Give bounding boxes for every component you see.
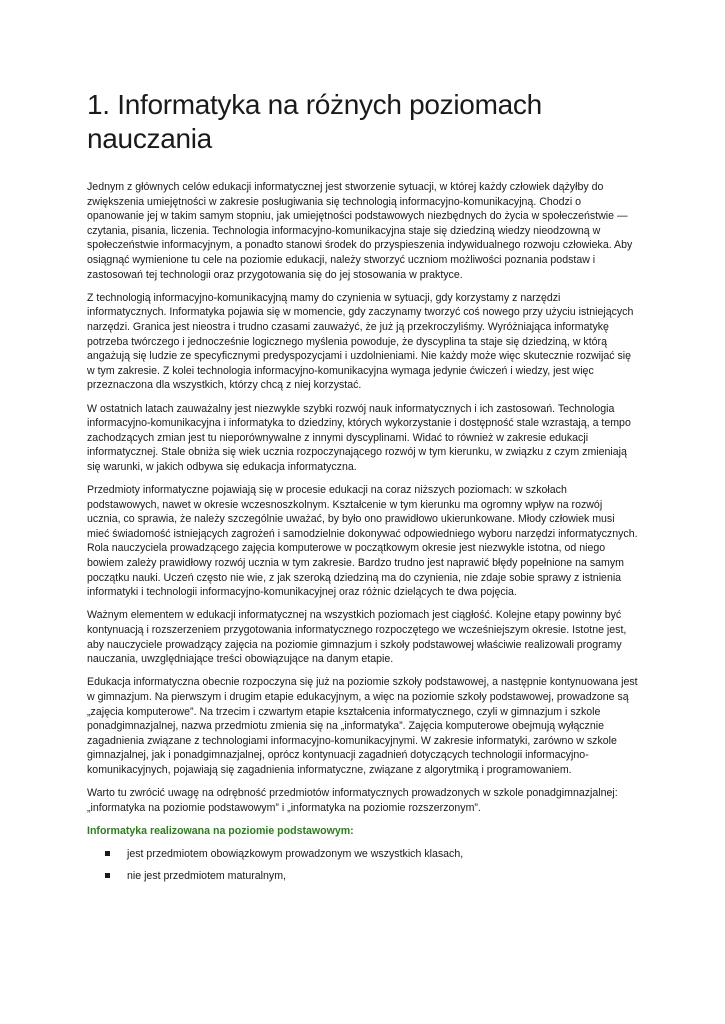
bullet-list [87,847,638,884]
square-bullet-icon [105,873,110,878]
list-item [105,847,638,862]
paragraph-3: W ostatnich latach zauważalny jest niezwykle szybki rozwój nauk informatycznych i ich zastosowań. Technologia informacyjno-komunikacyjna i informatyka to dziedziny, których wykorzystanie i dostępność stale wzrastają, a tempo zachodzących zmian jest tu nieporównywalne z innymi dyscyplinami. Widać to również w zakresie edukacji informatycznej. Stale obniża się wiek ucznia rozpoczynającego rozwój w tym kierunku, w związku z czym zmieniają się warunki, w jakich odbywa się edukacja informatyczna. [87,402,631,473]
paragraph-1: Jednym z głównych celów edukacji informatycznej jest stworzenie sytuacji, w której każdy człowiek dążyłby do zwiększenia umiejętności w zakresie posługiwania się technologią informacyjno-komunikacyjną. Chodzi o opanowanie jej w takim samym stopniu, jak umiejętności podstawowych niezbędnych do życia w społeczeństwie — czytania, pisania, liczenia. Technologia informacyjno-komunikacyjna staje się dziedziną wiedzy nieodzowną w społeczeństwie informacyjnym, a ponadto stanowi środek do przyspieszenia indywidualnego rozwoju człowieka. Aby osiągnąć wymienione tu cele na poziomie edukacji, należy stworzyć uczniom możliwości poznania podstaw i zastosowań tej technologii oraz przygotowania się do jej stosowania w praktyce. [87,181,633,281]
paragraph-2: Z technologią informacyjno-komunikacyjną mamy do czynienia w sytuacji, gdy korzystamy z narzędzi informatycznych. Informatyka pojawia się w momencie, gdy zaczynamy tworzyć coś nowego przy użyciu istniejących narzędzi. Granica jest nieostra i trudno czasami zauważyć, że już ją przekroczyliśmy. Wyróżniająca informatykę potrzeba twórczego i jednocześnie logicznego myślenia powoduje, że dyscyplina ta staje się dziedziną, w którą angażują się ludzie ze specyficznymi predyspozycjami i uzdolnieniami. Nie każdy może więc skutecznie rozwijać się w tym zakresie. Z kolei technologia informacyjno-komunikacyjna wymaga jedynie ćwiczeń i wiedzy, jest więc przeznaczona dla wszystkich, którzy chcą z niej korzystać. [87,291,634,392]
paragraph-7: Warto tu zwrócić uwagę na odrębność przedmiotów informatycznych prowadzonych w szkole ponadgimnazjalnej: „informatyka na poziomie podstawowym” i „informatyka na poziomie rozszerzonym”. [87,787,618,814]
paragraph-4: Przedmioty informatyczne pojawiają się w procesie edukacji na coraz niższych poziomach: w szkołach podstawowych, nawet w okresie wczesnoszkolnym. Kształcenie w tym kierunku ma ogromny wpływ na rozwój ucznia, co sprawia, że należy szczególnie uważać, by było ono prawidłowo ukierunkowane. Młody człowiek musi mieć świadomość istniejących zagrożeń i samodzielnie dokonywać odpowiedniego wyboru narzędzi informatycznych. Rola nauczyciela prowadzącego zajęcia komputerowe w początkowym okresie jest niezwykle istotna, od niego bowiem zależy prawidłowy rozwój ucznia w tym zakresie. Bardzo trudno jest naprawić błędy popełnione na samym początku nauki. Uczeń często nie wie, z jak szeroką dziedziną ma do czynienia, nie zdaje sobie sprawy z istnienia informatyki i technologii informacyjno-komunikacyjnej oraz różnic dzielących te dwa pojęcia. [87,484,638,599]
list-item [105,869,638,884]
list-item-text: nie jest przedmiotem maturalnym, [127,870,286,883]
paragraph-6: Edukacja informatyczna obecnie rozpoczyna się już na poziomie szkoły podstawowej, a następnie kontynuowana jest w gimnazjum. Na pierwszym i drugim etapie edukacyjnym, a więc na poziomie szkoły podstawowej, prowadzone są „zajęcia komputerowe”. Na trzecim i czwartym etapie kształcenia informatycznego, czyli w gimnazjum i szkole ponadgimnazjalnej, nazwa przedmiotu zmienia się na „informatyka”. Zajęcia komputerowe obejmują wyłącznie zagadnienia związane z technologiami informacyjno-komunikacyjnymi. W zakresie informatyki, zarówno w szkole gimnazjalnej, jak i ponadgimnazjalnej, oprócz kontynuacji zagadnień dotyczących technologii informacyjno-komunikacyjnych, pojawiają się zagadnienia informatyczne, związane z algorytmiką i programowaniem. [87,676,638,776]
square-bullet-icon [105,851,110,856]
page-title: 1. Informatyka na różnych poziomach nauczania [87,89,542,154]
section-subheading: Informatyka realizowana na poziomie podstawowym: [87,824,354,837]
list-item-text: jest przedmiotem obowiązkowym prowadzonym we wszystkich klasach, [127,847,464,860]
paragraph-5: Ważnym elementem w edukacji informatycznej na wszystkich poziomach jest ciągłość. Kolejne etapy powinny być kontynuacją i rozszerzeniem przygotowania informatycznego rozpoczętego we wcześniejszym okresie. Istotne jest, aby nauczyciele prowadzący zajęcia na poziomie gimnazjum i szkoły podstawowej właściwie realizowali programy nauczania, uwzględniające treści obowiązujące na danym etapie. [87,609,627,666]
